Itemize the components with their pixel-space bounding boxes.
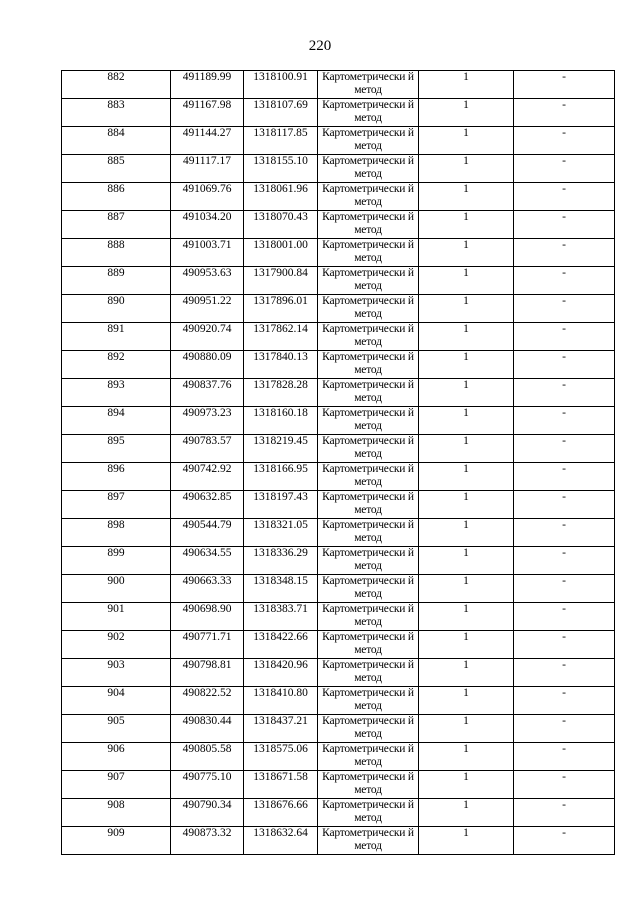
x-coordinate-cell: 490742.92 xyxy=(171,463,244,491)
y-coordinate-cell: 1318321.05 xyxy=(244,519,318,547)
table-row xyxy=(62,155,615,183)
x-coordinate-cell: 491189.99 xyxy=(171,71,244,99)
method-cell xyxy=(318,155,419,183)
point-number-cell: 884 xyxy=(62,127,171,155)
y-coordinate-cell: 1318676.66 xyxy=(244,799,318,827)
accuracy-cell: 1 xyxy=(419,603,514,631)
accuracy-cell: 1 xyxy=(419,463,514,491)
note-cell: - xyxy=(514,827,615,855)
accuracy-cell: 1 xyxy=(419,155,514,183)
accuracy-cell: 1 xyxy=(419,295,514,323)
method-cell xyxy=(318,519,419,547)
y-coordinate-cell: 1318348.15 xyxy=(244,575,318,603)
y-coordinate-cell: 1318336.29 xyxy=(244,547,318,575)
method-cell xyxy=(318,267,419,295)
method-text: Картометрически й метод xyxy=(322,183,414,208)
x-coordinate-cell: 490973.23 xyxy=(171,407,244,435)
note-cell: - xyxy=(514,547,615,575)
point-number-cell: 892 xyxy=(62,351,171,379)
page-number: 220 xyxy=(308,38,332,54)
table-row xyxy=(62,463,615,491)
x-coordinate-cell: 490830.44 xyxy=(171,715,244,743)
point-number-cell: 896 xyxy=(62,463,171,491)
point-number-cell: 905 xyxy=(62,715,171,743)
accuracy-cell: 1 xyxy=(419,435,514,463)
y-coordinate-cell: 1317840.13 xyxy=(244,351,318,379)
y-coordinate-cell: 1317828.28 xyxy=(244,379,318,407)
point-number-cell: 882 xyxy=(62,71,171,99)
point-number-cell: 888 xyxy=(62,239,171,267)
note-cell: - xyxy=(514,127,615,155)
accuracy-cell: 1 xyxy=(419,799,514,827)
method-cell xyxy=(318,435,419,463)
point-number-cell: 898 xyxy=(62,519,171,547)
method-cell xyxy=(318,211,419,239)
note-cell: - xyxy=(514,99,615,127)
x-coordinate-cell: 490880.09 xyxy=(171,351,244,379)
method-cell xyxy=(318,127,419,155)
x-coordinate-cell: 491069.76 xyxy=(171,183,244,211)
table-row xyxy=(62,603,615,631)
note-cell: - xyxy=(514,295,615,323)
note-cell: - xyxy=(514,575,615,603)
method-cell xyxy=(318,351,419,379)
method-cell xyxy=(318,743,419,771)
y-coordinate-cell: 1318383.71 xyxy=(244,603,318,631)
method-text: Картометрически й метод xyxy=(322,631,414,656)
x-coordinate-cell: 490822.52 xyxy=(171,687,244,715)
point-number-cell: 906 xyxy=(62,743,171,771)
method-cell xyxy=(318,603,419,631)
x-coordinate-cell: 490775.10 xyxy=(171,771,244,799)
note-cell: - xyxy=(514,715,615,743)
note-cell: - xyxy=(514,743,615,771)
x-coordinate-cell: 490632.85 xyxy=(171,491,244,519)
accuracy-cell: 1 xyxy=(419,267,514,295)
accuracy-cell: 1 xyxy=(419,323,514,351)
method-text: Картометрически й метод xyxy=(322,687,414,712)
method-cell xyxy=(318,491,419,519)
x-coordinate-cell: 491003.71 xyxy=(171,239,244,267)
point-number-cell: 886 xyxy=(62,183,171,211)
method-text: Картометрически й метод xyxy=(322,463,414,488)
point-number-cell: 893 xyxy=(62,379,171,407)
y-coordinate-cell: 1318410.80 xyxy=(244,687,318,715)
accuracy-cell: 1 xyxy=(419,659,514,687)
method-cell xyxy=(318,379,419,407)
method-cell xyxy=(318,659,419,687)
x-coordinate-cell: 490634.55 xyxy=(171,547,244,575)
table-row xyxy=(62,491,615,519)
table-row xyxy=(62,351,615,379)
x-coordinate-cell: 490837.76 xyxy=(171,379,244,407)
x-coordinate-cell: 490790.34 xyxy=(171,799,244,827)
y-coordinate-cell: 1318001.00 xyxy=(244,239,318,267)
y-coordinate-cell: 1318061.96 xyxy=(244,183,318,211)
note-cell: - xyxy=(514,351,615,379)
table-row xyxy=(62,435,615,463)
table-row xyxy=(62,771,615,799)
point-number-cell: 889 xyxy=(62,267,171,295)
method-cell xyxy=(318,239,419,267)
y-coordinate-cell: 1318155.10 xyxy=(244,155,318,183)
x-coordinate-cell: 490951.22 xyxy=(171,295,244,323)
accuracy-cell: 1 xyxy=(419,351,514,379)
accuracy-cell: 1 xyxy=(419,631,514,659)
x-coordinate-cell: 490873.32 xyxy=(171,827,244,855)
method-text: Картометрически й метод xyxy=(322,715,414,740)
method-text: Картометрически й метод xyxy=(322,827,414,852)
note-cell: - xyxy=(514,211,615,239)
method-text: Картометрически й метод xyxy=(322,211,414,236)
accuracy-cell: 1 xyxy=(419,771,514,799)
point-number-cell: 887 xyxy=(62,211,171,239)
accuracy-cell: 1 xyxy=(419,519,514,547)
method-cell xyxy=(318,295,419,323)
accuracy-cell: 1 xyxy=(419,575,514,603)
x-coordinate-cell: 490920.74 xyxy=(171,323,244,351)
y-coordinate-cell: 1317862.14 xyxy=(244,323,318,351)
y-coordinate-cell: 1318166.95 xyxy=(244,463,318,491)
table-row xyxy=(62,799,615,827)
x-coordinate-cell: 491034.20 xyxy=(171,211,244,239)
method-text: Картометрически й метод xyxy=(322,435,414,460)
x-coordinate-cell: 490805.58 xyxy=(171,743,244,771)
method-text: Картометрически й метод xyxy=(322,323,414,348)
table-row xyxy=(62,575,615,603)
method-text: Картометрически й метод xyxy=(322,155,414,180)
method-cell xyxy=(318,99,419,127)
y-coordinate-cell: 1318420.96 xyxy=(244,659,318,687)
accuracy-cell: 1 xyxy=(419,239,514,267)
accuracy-cell: 1 xyxy=(419,379,514,407)
x-coordinate-cell: 490544.79 xyxy=(171,519,244,547)
method-cell xyxy=(318,463,419,491)
table-row xyxy=(62,743,615,771)
accuracy-cell: 1 xyxy=(419,127,514,155)
method-text: Картометрически й метод xyxy=(322,379,414,404)
note-cell: - xyxy=(514,659,615,687)
accuracy-cell: 1 xyxy=(419,211,514,239)
method-text: Картометрически й метод xyxy=(322,799,414,824)
point-number-cell: 909 xyxy=(62,827,171,855)
point-number-cell: 900 xyxy=(62,575,171,603)
method-text: Картометрически й метод xyxy=(322,547,414,572)
table-row xyxy=(62,407,615,435)
coordinates-table xyxy=(61,70,615,855)
point-number-cell: 883 xyxy=(62,99,171,127)
y-coordinate-cell: 1318197.43 xyxy=(244,491,318,519)
table-row xyxy=(62,267,615,295)
point-number-cell: 890 xyxy=(62,295,171,323)
note-cell: - xyxy=(514,71,615,99)
method-cell xyxy=(318,827,419,855)
y-coordinate-cell: 1317900.84 xyxy=(244,267,318,295)
note-cell: - xyxy=(514,239,615,267)
y-coordinate-cell: 1318575.06 xyxy=(244,743,318,771)
method-cell xyxy=(318,547,419,575)
accuracy-cell: 1 xyxy=(419,743,514,771)
method-cell xyxy=(318,407,419,435)
table-row xyxy=(62,687,615,715)
x-coordinate-cell: 490663.33 xyxy=(171,575,244,603)
table-row xyxy=(62,659,615,687)
method-cell xyxy=(318,183,419,211)
y-coordinate-cell: 1318160.18 xyxy=(244,407,318,435)
accuracy-cell: 1 xyxy=(419,407,514,435)
point-number-cell: 895 xyxy=(62,435,171,463)
table-row xyxy=(62,99,615,127)
method-cell xyxy=(318,715,419,743)
point-number-cell: 908 xyxy=(62,799,171,827)
note-cell: - xyxy=(514,323,615,351)
accuracy-cell: 1 xyxy=(419,547,514,575)
method-text: Картометрически й метод xyxy=(322,659,414,684)
y-coordinate-cell: 1318422.66 xyxy=(244,631,318,659)
accuracy-cell: 1 xyxy=(419,71,514,99)
x-coordinate-cell: 490798.81 xyxy=(171,659,244,687)
y-coordinate-cell: 1318219.45 xyxy=(244,435,318,463)
method-cell xyxy=(318,71,419,99)
method-text: Картометрически й метод xyxy=(322,267,414,292)
y-coordinate-cell: 1317896.01 xyxy=(244,295,318,323)
table-row xyxy=(62,547,615,575)
x-coordinate-cell: 490953.63 xyxy=(171,267,244,295)
y-coordinate-cell: 1318117.85 xyxy=(244,127,318,155)
accuracy-cell: 1 xyxy=(419,827,514,855)
method-text: Картометрически й метод xyxy=(322,351,414,376)
table-row xyxy=(62,211,615,239)
x-coordinate-cell: 491144.27 xyxy=(171,127,244,155)
method-text: Картометрически й метод xyxy=(322,407,414,432)
point-number-cell: 899 xyxy=(62,547,171,575)
point-number-cell: 907 xyxy=(62,771,171,799)
accuracy-cell: 1 xyxy=(419,687,514,715)
method-cell xyxy=(318,687,419,715)
table-row xyxy=(62,827,615,855)
note-cell: - xyxy=(514,463,615,491)
method-text: Картометрически й метод xyxy=(322,71,414,96)
point-number-cell: 904 xyxy=(62,687,171,715)
accuracy-cell: 1 xyxy=(419,715,514,743)
method-text: Картометрически й метод xyxy=(322,295,414,320)
accuracy-cell: 1 xyxy=(419,99,514,127)
note-cell: - xyxy=(514,631,615,659)
note-cell: - xyxy=(514,267,615,295)
method-cell xyxy=(318,799,419,827)
y-coordinate-cell: 1318100.91 xyxy=(244,71,318,99)
method-cell xyxy=(318,575,419,603)
method-text: Картометрически й метод xyxy=(322,491,414,516)
method-text: Картометрически й метод xyxy=(322,99,414,124)
x-coordinate-cell: 491117.17 xyxy=(171,155,244,183)
y-coordinate-cell: 1318107.69 xyxy=(244,99,318,127)
point-number-cell: 903 xyxy=(62,659,171,687)
note-cell: - xyxy=(514,771,615,799)
x-coordinate-cell: 490783.57 xyxy=(171,435,244,463)
point-number-cell: 894 xyxy=(62,407,171,435)
table-row xyxy=(62,519,615,547)
point-number-cell: 902 xyxy=(62,631,171,659)
note-cell: - xyxy=(514,519,615,547)
note-cell: - xyxy=(514,491,615,519)
method-cell xyxy=(318,631,419,659)
point-number-cell: 885 xyxy=(62,155,171,183)
accuracy-cell: 1 xyxy=(419,183,514,211)
x-coordinate-cell: 490698.90 xyxy=(171,603,244,631)
note-cell: - xyxy=(514,155,615,183)
point-number-cell: 901 xyxy=(62,603,171,631)
coordinates-table-body xyxy=(62,71,615,855)
table-row xyxy=(62,71,615,99)
point-number-cell: 891 xyxy=(62,323,171,351)
method-text: Картометрически й метод xyxy=(322,575,414,600)
point-number-cell: 897 xyxy=(62,491,171,519)
method-cell xyxy=(318,323,419,351)
method-cell xyxy=(318,771,419,799)
table-row xyxy=(62,295,615,323)
y-coordinate-cell: 1318437.21 xyxy=(244,715,318,743)
y-coordinate-cell: 1318070.43 xyxy=(244,211,318,239)
note-cell: - xyxy=(514,183,615,211)
table-row xyxy=(62,715,615,743)
y-coordinate-cell: 1318632.64 xyxy=(244,827,318,855)
x-coordinate-cell: 490771.71 xyxy=(171,631,244,659)
note-cell: - xyxy=(514,435,615,463)
accuracy-cell: 1 xyxy=(419,491,514,519)
y-coordinate-cell: 1318671.58 xyxy=(244,771,318,799)
table-row xyxy=(62,631,615,659)
note-cell: - xyxy=(514,407,615,435)
method-text: Картометрически й метод xyxy=(322,127,414,152)
note-cell: - xyxy=(514,799,615,827)
table-row xyxy=(62,127,615,155)
method-text: Картометрически й метод xyxy=(322,743,414,768)
table-row xyxy=(62,323,615,351)
method-text: Картометрически й метод xyxy=(322,603,414,628)
table-row xyxy=(62,379,615,407)
table-row xyxy=(62,183,615,211)
x-coordinate-cell: 491167.98 xyxy=(171,99,244,127)
note-cell: - xyxy=(514,687,615,715)
note-cell: - xyxy=(514,603,615,631)
note-cell: - xyxy=(514,379,615,407)
method-text: Картометрически й метод xyxy=(322,771,414,796)
method-text: Картометрически й метод xyxy=(322,519,414,544)
method-text: Картометрически й метод xyxy=(322,239,414,264)
table-row xyxy=(62,239,615,267)
